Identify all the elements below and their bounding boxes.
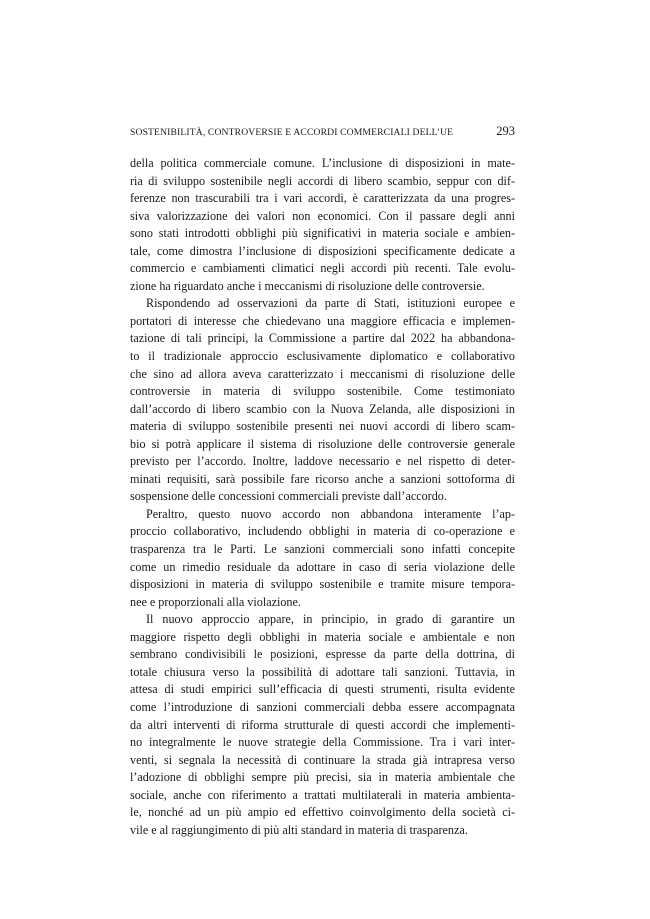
running-title: SOSTENIBILITÀ, CONTROVERSIE E ACCORDI COMMERCIALI DELL’UE	[130, 127, 454, 138]
text-line: sembrano condivisibili le posizioni, espresse da parte della dottrina, di	[130, 647, 515, 662]
text-line: minati requisiti, sarà possibile fare ricorso anche a sanzioni sottoforma di	[130, 471, 515, 486]
running-head	[130, 124, 515, 139]
text-line: venti, si segnala la necessità di continuare la strada già intrapresa verso	[130, 752, 515, 767]
text-line: come l’introduzione di sanzioni commerciali debba essere accompagnata	[130, 699, 515, 714]
text-line: vile e al raggiungimento di più alti standard in materia di trasparenza.	[130, 822, 468, 837]
text-line: nee e proporzionali alla violazione.	[130, 594, 301, 609]
text-line: materia di sviluppo sostenibile presenti nei nuovi accordi di libero scam-	[130, 419, 515, 434]
text-line: sospensione delle concessioni commerciali previste dall’accordo.	[130, 489, 447, 504]
text-line: trasparenza tra le Parti. Le sanzioni commerciali sono infatti concepite	[130, 542, 515, 557]
text-line: l’adozione di obblighi sempre più precisi, sia in materia ambientale che	[130, 770, 515, 785]
text-line: no integralmente le nuove strategie della Commissione. Tra i vari inter-	[130, 735, 515, 750]
text-line: che sino ad allora aveva caratterizzato i meccanismi di risoluzione delle	[130, 366, 515, 381]
text-line: della politica commerciale comune. L’inclusione di disposizioni in mate-	[130, 156, 515, 170]
page-number: 293	[496, 124, 515, 138]
text-line: disposizioni in materia di sviluppo sostenibile e tramite misure tempora-	[130, 577, 515, 592]
text-line: proccio collaborativo, includendo obblighi in materia di co-operazione e	[130, 524, 515, 539]
text-line: sono stati introdotti obblighi più significativi in materia sociale e ambien-	[130, 226, 515, 241]
text-line: come un rimedio residuale da adottare in caso di seria violazione delle	[130, 559, 515, 574]
text-line: commercio e cambiamenti climatici negli accordi più recenti. Tale evolu-	[130, 261, 515, 276]
text-line: ferenze non trascurabili tra i vari accordi, è caratterizzata da una progres-	[130, 191, 515, 206]
body-text	[130, 155, 515, 839]
text-line: bio si potrà applicare il sistema di risoluzione delle controversie generale	[130, 436, 515, 451]
text-line: portatori di interesse che chiedevano una maggiore efficacia e implemen-	[130, 313, 515, 328]
text-line: maggiore rispetto degli obblighi in materia sociale e ambientale e non	[130, 629, 515, 644]
text-line: Rispondendo ad osservazioni da parte di Stati, istituzioni europee e	[146, 296, 515, 311]
text-line: tale, come dimostra l’inclusione di disposizioni specificamente dedicate a	[130, 243, 515, 258]
text-line: Il nuovo approccio appare, in principio, in grado di garantire un	[146, 612, 515, 627]
text-line: zione ha riguardato anche i meccanismi di risoluzione delle controversie.	[130, 278, 485, 293]
text-line: dall’accordo di libero scambio con la Nuova Zelanda, alle disposizioni in	[130, 401, 515, 416]
text-line: to il tradizionale approccio esclusivamente diplomatico e collaborativo	[130, 349, 515, 364]
text-line: siva valorizzazione dei valori non economici. Con il passare degli anni	[130, 208, 515, 223]
text-line: ria di sviluppo sostenibile negli accordi di libero scambio, seppur con dif-	[130, 173, 515, 188]
text-line: sociale, anche con riferimento a trattati multilaterali in materia ambienta-	[130, 787, 515, 802]
text-line: tazione di tali principi, la Commissione a partire dal 2022 ha abbandona-	[130, 331, 515, 346]
text-line: le, nonché ad un più ampio ed effettivo coinvolgimento della società ci-	[130, 805, 515, 820]
text-line: da altri interventi di riforma strutturale di questi accordi che implementi-	[130, 717, 515, 732]
text-line: Peraltro, questo nuovo accordo non abbandona interamente l’ap-	[146, 506, 515, 521]
text-line: attesa di studi empirici sull’efficacia di questi strumenti, risulta evidente	[130, 682, 515, 697]
text-line: totale chiusura verso la possibilità di adottare tali sanzioni. Tuttavia, in	[130, 664, 515, 679]
text-line: previsto per l’accordo. Inoltre, laddove necessario e nel rispetto di deter-	[130, 454, 515, 469]
text-line: controversie in materia di sviluppo sostenibile. Come testimoniato	[130, 384, 515, 399]
